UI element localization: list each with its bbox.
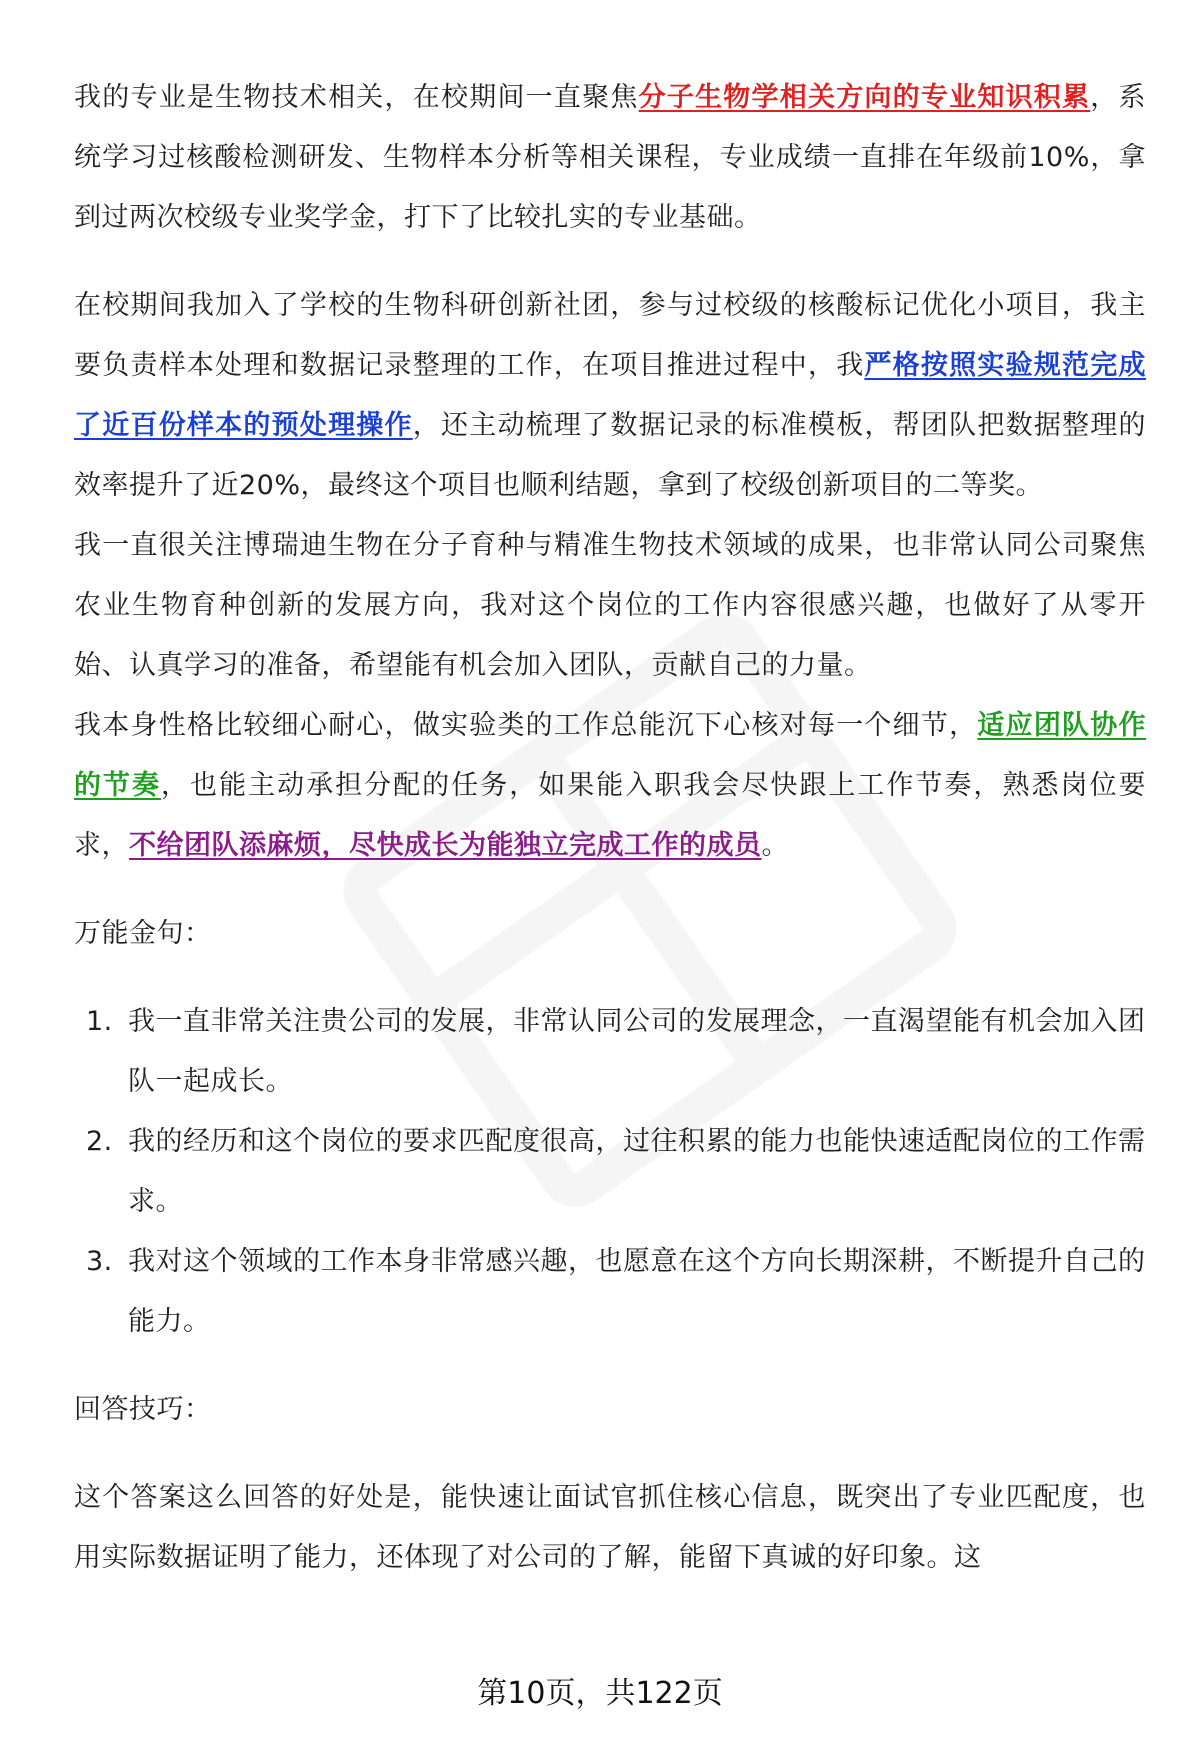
paragraph-personality: 我本身性格比较细心耐心，做实验类的工作总能沉下心核对每一个细节，适应团队协作的节奏，也能主动承担分配的任务，如果能入职我会尽快跟上工作节奏，熟悉岗位要求，不给团队添麻烦，尽快成长为能独立完成工作的成员。 bbox=[74, 710, 1147, 861]
highlight-blue: 严格按照实验规范完成了近百份样本的预处理操作 bbox=[74, 350, 1147, 441]
paragraph-major: 我的专业是生物技术相关，在校期间一直聚焦分子生物学相关方向的专业知识积累，系统学习过核酸检测研发、生物样本分析等相关课程，专业成绩一直排在年级前10%，拿到过两次校级专业奖学金，打下了比较扎实的专业基础。 bbox=[74, 82, 1147, 233]
page-number: 第10页，共122页 bbox=[477, 1676, 723, 1711]
tips-paragraph: 这个答案这么回答的好处是，能快速让面试官抓住核心信息，既突出了专业匹配度，也用实际数据证明了能力，还体现了对公司的了解，能留下真诚的好印象。这 bbox=[74, 1482, 1146, 1573]
tips-heading: 回答技巧： bbox=[74, 1394, 212, 1425]
list-item: 2. 我的经历和这个岗位的要求匹配度很高，过往积累的能力也能快速适配岗位的工作需求。 bbox=[86, 1126, 1146, 1217]
list-item: 3. 我对这个领域的工作本身非常感兴趣，也愿意在这个方向长期深耕，不断提升自己的能力。 bbox=[86, 1246, 1146, 1337]
list-item: 1. 我一直非常关注贵公司的发展，非常认同公司的发展理念，一直渴望能有机会加入团队一起成长。 bbox=[86, 1006, 1146, 1097]
golden-heading: 万能金句： bbox=[74, 918, 212, 949]
highlight-red: 分子生物学相关方向的专业知识积累 bbox=[638, 82, 1091, 113]
paragraph-company: 我一直很关注博瑞迪生物在分子育种与精准生物技术领域的成果，也非常认同公司聚焦农业生物育种创新的发展方向，我对这个岗位的工作内容很感兴趣，也做好了从零开始、认真学习的准备，希望能有机会加入团队，贡献自己的力量。 bbox=[74, 530, 1146, 681]
golden-list bbox=[74, 992, 1146, 1352]
document-body bbox=[74, 68, 1146, 1588]
highlight-green: 适应团队协作的节奏 bbox=[74, 710, 1147, 801]
highlight-purple: 不给团队添麻烦，尽快成长为能独立完成工作的成员 bbox=[129, 830, 762, 861]
paragraph-project: 在校期间我加入了学校的生物科研创新社团，参与过校级的核酸标记优化小项目，我主要负责样本处理和数据记录整理的工作，在项目推进过程中，我严格按照实验规范完成了近百份样本的预处理操作，还主动梳理了数据记录的标准模板，帮团队把数据整理的效率提升了近20%，最终这个项目也顺利结题，拿到了校级创新项目的二等奖。 bbox=[74, 290, 1147, 501]
